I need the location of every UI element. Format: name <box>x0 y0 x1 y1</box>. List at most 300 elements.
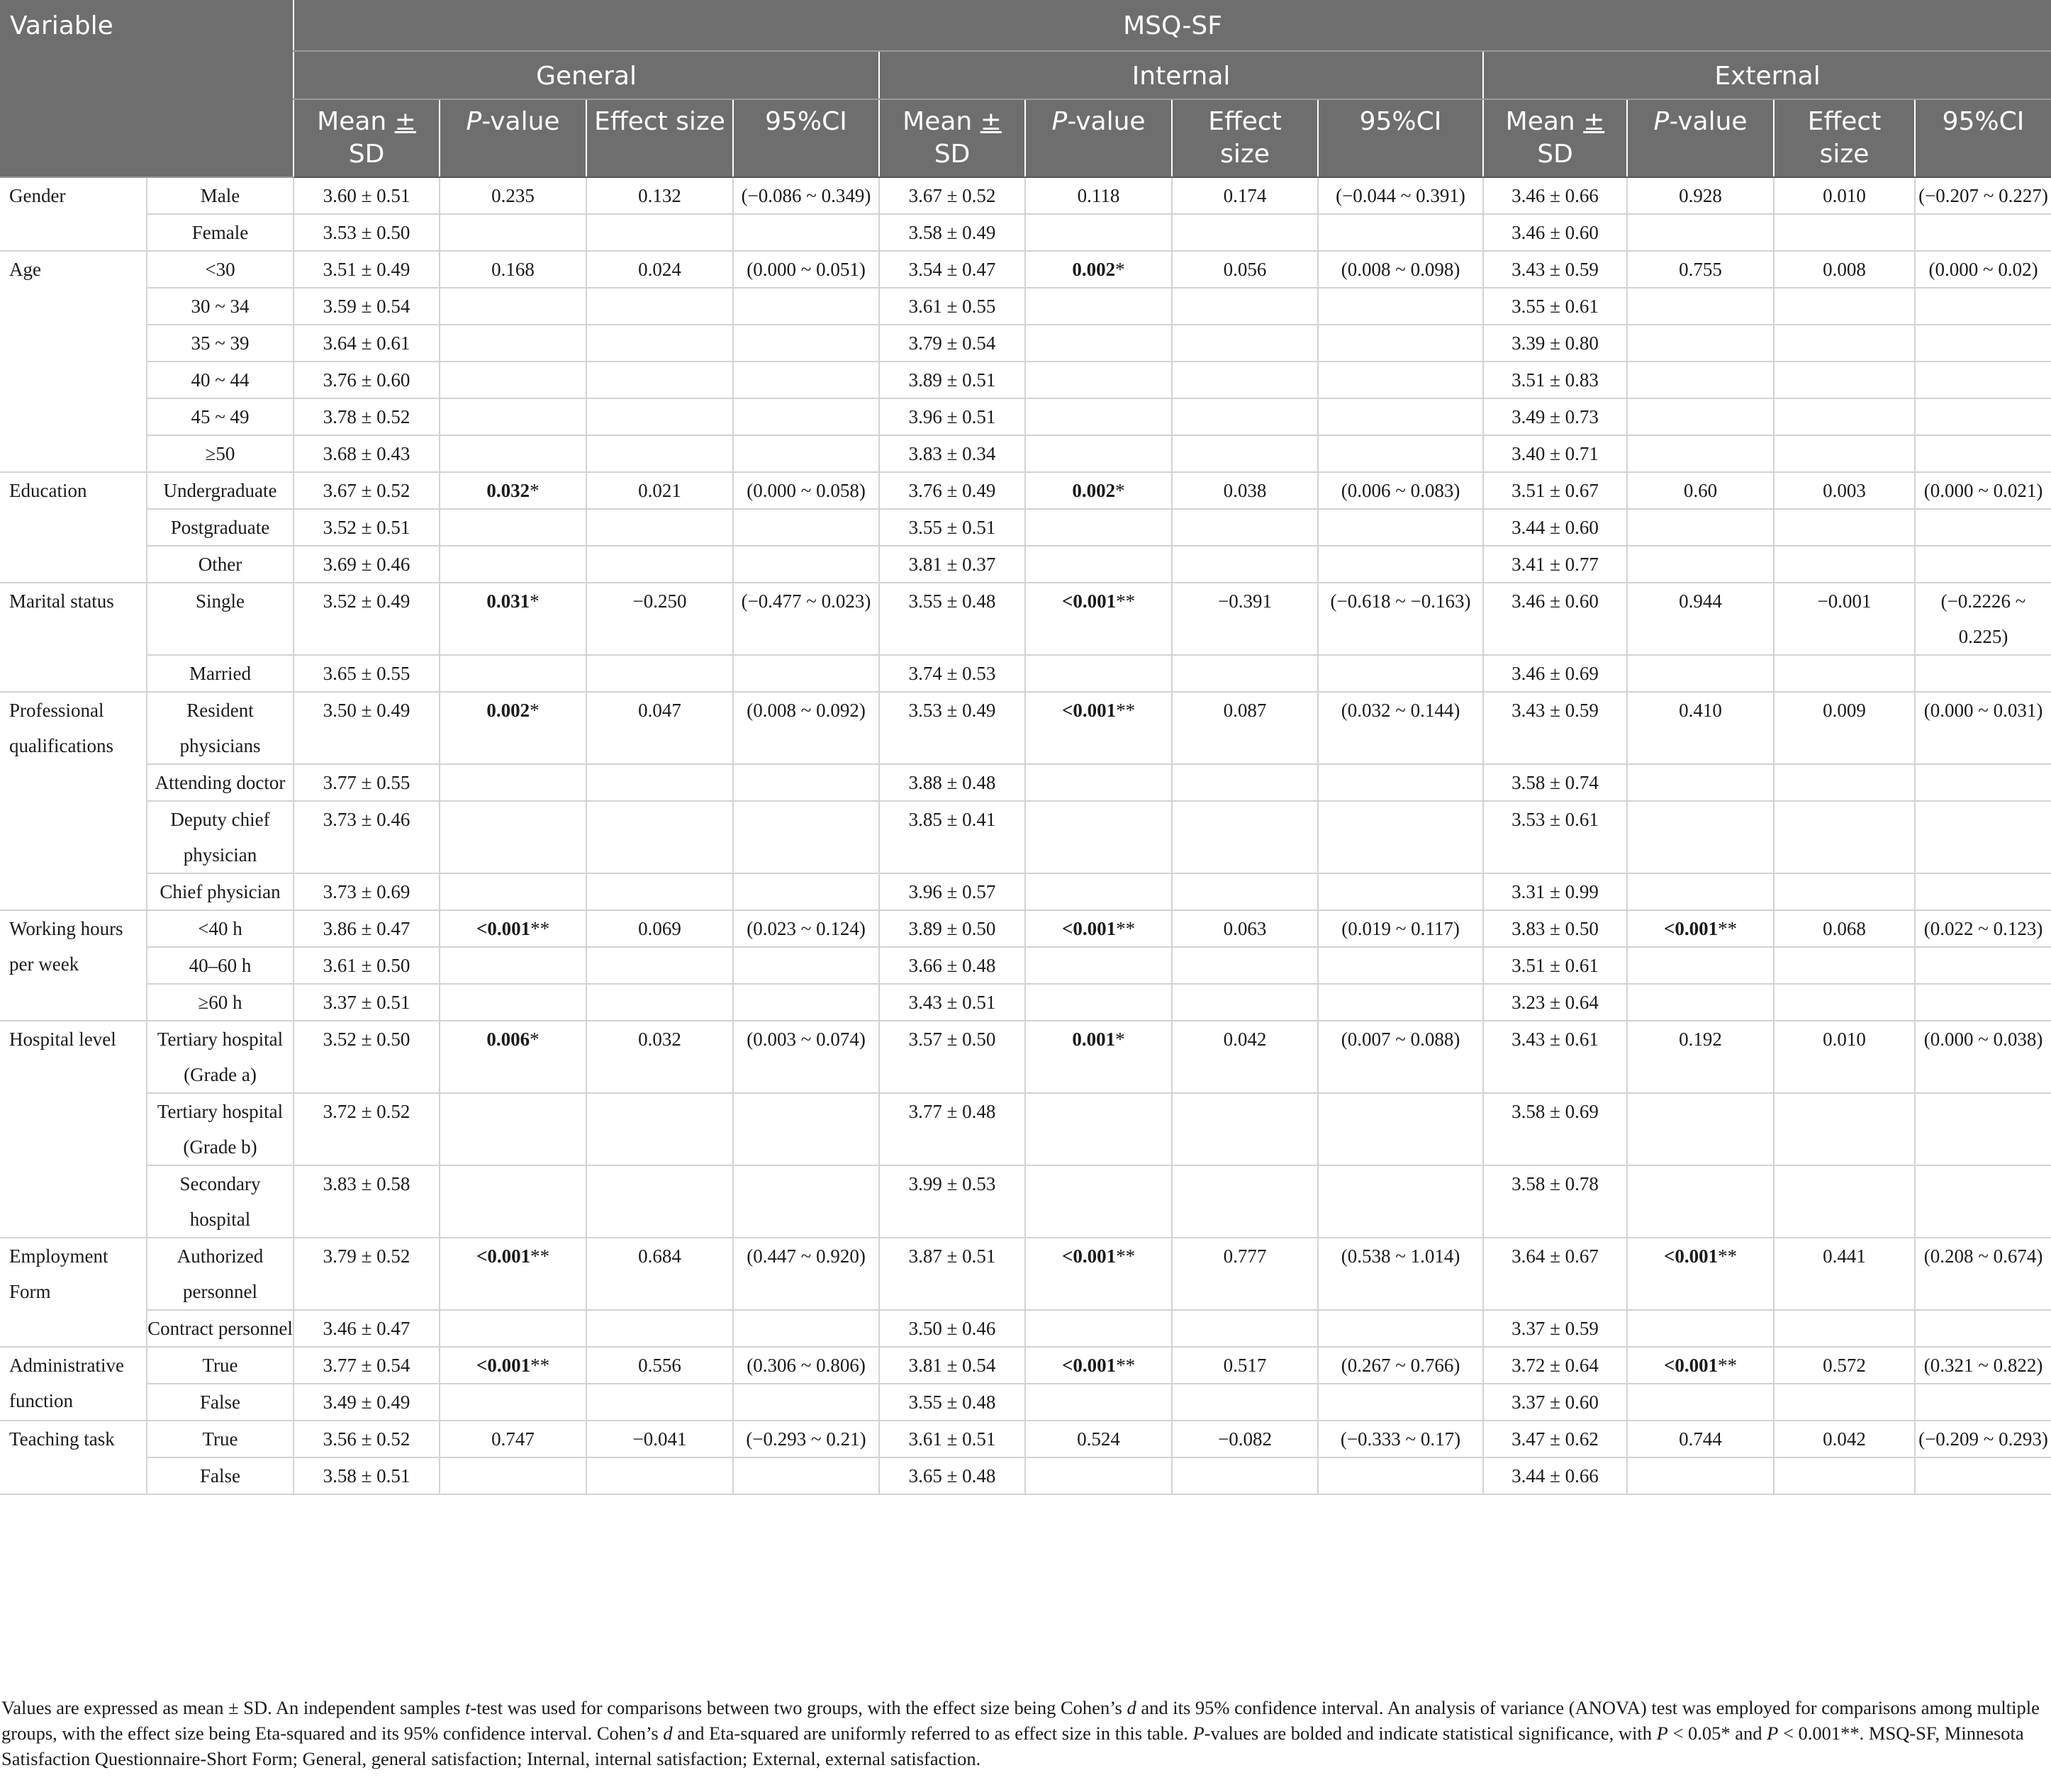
e-p-value-cell <box>1627 546 1774 583</box>
e-ci-cell: (−0.209 ~ 0.293) <box>1915 1421 2051 1457</box>
table-row <box>0 214 2051 251</box>
g-effect-size-cell <box>586 325 733 362</box>
subheader-internal-2: Effect size <box>1172 99 1318 177</box>
subheader-external-1: P-value <box>1627 99 1774 177</box>
g-effect-size-cell: 0.047 <box>586 692 733 764</box>
g-effect-size-cell <box>586 1093 733 1165</box>
g-mean-sd-cell: 3.83 ± 0.58 <box>294 1165 440 1238</box>
i-mean-sd-cell: 3.53 ± 0.49 <box>879 692 1025 764</box>
e-effect-size-cell <box>1774 214 1915 251</box>
table-row <box>0 910 2051 947</box>
e-ci-cell: (0.000 ~ 0.031) <box>1915 692 2051 764</box>
i-p-value-cell <box>1025 1021 1172 1093</box>
table-row <box>0 1457 2051 1494</box>
i-effect-size-cell <box>1172 362 1318 398</box>
i-effect-size-cell: 0.042 <box>1172 1021 1318 1093</box>
g-ci-cell: (−0.293 ~ 0.21) <box>733 1421 879 1457</box>
g-effect-size-cell: 0.032 <box>586 1021 733 1093</box>
e-ci-cell <box>1915 764 2051 801</box>
level-cell: <40 h <box>147 910 294 947</box>
g-effect-size-cell <box>586 435 733 472</box>
i-ci-cell <box>1318 1310 1483 1347</box>
table-row <box>0 1310 2051 1347</box>
e-effect-size-cell: −0.001 <box>1774 583 1915 655</box>
i-effect-size-cell: 0.087 <box>1172 692 1318 764</box>
subheader-external-2: Effect size <box>1774 99 1915 177</box>
i-p-value-cell <box>1025 288 1172 325</box>
i-effect-size-cell <box>1172 435 1318 472</box>
footnote-t: t <box>465 1697 471 1718</box>
significance-marker: ** <box>530 1245 550 1267</box>
table-row <box>0 509 2051 546</box>
e-p-value-cell <box>1627 1093 1774 1165</box>
e-mean-sd-cell: 3.46 ± 0.69 <box>1483 655 1627 692</box>
e-mean-sd-cell: 3.58 ± 0.78 <box>1483 1165 1627 1238</box>
g-effect-size-cell <box>586 1165 733 1238</box>
table-row <box>0 801 2051 873</box>
g-ci-cell: (−0.086 ~ 0.349) <box>733 177 879 214</box>
header-general: General <box>294 51 879 99</box>
table-row <box>0 947 2051 984</box>
i-p-value-cell <box>1025 1165 1172 1238</box>
g-p-value-cell <box>440 1093 586 1165</box>
g-mean-sd-cell: 3.79 ± 0.52 <box>294 1238 440 1310</box>
g-p-value-cell: 0.235 <box>440 177 586 214</box>
significance-marker: * <box>1115 480 1125 501</box>
e-p-value-cell: 0.410 <box>1627 692 1774 764</box>
significance-marker: * <box>530 590 540 612</box>
i-p-value-cell <box>1025 947 1172 984</box>
e-mean-sd-cell: 3.37 ± 0.59 <box>1483 1310 1627 1347</box>
e-p-value-cell <box>1627 1310 1774 1347</box>
e-ci-cell <box>1915 1457 2051 1494</box>
g-effect-size-cell <box>586 801 733 873</box>
i-ci-cell: (0.538 ~ 1.014) <box>1318 1238 1483 1310</box>
e-mean-sd-cell: 3.58 ± 0.74 <box>1483 764 1627 801</box>
header-variable: Variable <box>0 0 294 177</box>
g-ci-cell <box>733 546 879 583</box>
i-p-value-cell <box>1025 1457 1172 1494</box>
g-mean-sd-cell: 3.37 ± 0.51 <box>294 984 440 1021</box>
footnote-p1: P <box>1656 1723 1668 1744</box>
g-ci-cell: (0.447 ~ 0.920) <box>733 1238 879 1310</box>
e-mean-sd-cell: 3.46 ± 0.66 <box>1483 177 1627 214</box>
e-mean-sd-cell: 3.43 ± 0.59 <box>1483 251 1627 288</box>
i-ci-cell: (0.019 ~ 0.117) <box>1318 910 1483 947</box>
table-row <box>0 764 2051 801</box>
i-ci-cell <box>1318 873 1483 910</box>
g-effect-size-cell <box>586 546 733 583</box>
variable-cell: Administrative function <box>0 1347 147 1421</box>
e-effect-size-cell <box>1774 1093 1915 1165</box>
variable-cell: Education <box>0 472 147 583</box>
e-mean-sd-cell: 3.51 ± 0.83 <box>1483 362 1627 398</box>
i-mean-sd-cell: 3.50 ± 0.46 <box>879 1310 1025 1347</box>
g-ci-cell: (0.000 ~ 0.058) <box>733 472 879 509</box>
g-mean-sd-cell: 3.73 ± 0.69 <box>294 873 440 910</box>
e-p-value-cell: 0.192 <box>1627 1021 1774 1093</box>
significance-marker: * <box>1115 1029 1125 1050</box>
significant-p-value: 0.006 <box>486 1029 530 1050</box>
i-effect-size-cell: 0.038 <box>1172 472 1318 509</box>
g-ci-cell <box>733 1457 879 1494</box>
subheader-internal-1: P-value <box>1025 99 1172 177</box>
i-p-value-cell <box>1025 692 1172 764</box>
i-effect-size-cell: −0.082 <box>1172 1421 1318 1457</box>
significance-marker: ** <box>1116 590 1136 612</box>
g-ci-cell <box>733 1310 879 1347</box>
subheader-general-3: 95%CI <box>733 99 879 177</box>
table-row <box>0 1093 2051 1165</box>
i-p-value-cell <box>1025 435 1172 472</box>
significant-p-value: <0.001 <box>476 1355 531 1376</box>
g-p-value-cell <box>440 1347 586 1384</box>
i-effect-size-cell: 0.063 <box>1172 910 1318 947</box>
i-p-value-cell <box>1025 472 1172 509</box>
significance-marker: ** <box>1116 700 1136 721</box>
g-p-value-cell <box>440 1165 586 1238</box>
i-ci-cell <box>1318 325 1483 362</box>
i-p-value-cell <box>1025 764 1172 801</box>
g-mean-sd-cell: 3.49 ± 0.49 <box>294 1384 440 1421</box>
footnote-text-7: < 0.001**. MSQ-SF, Minnesota Satisfaction Questionnaire-Short Form; General, general satisfaction; Internal, internal satisfaction; External, external satisfaction. <box>1 1723 2024 1769</box>
g-ci-cell <box>733 984 879 1021</box>
g-mean-sd-cell: 3.52 ± 0.50 <box>294 1021 440 1093</box>
i-mean-sd-cell: 3.89 ± 0.50 <box>879 910 1025 947</box>
i-mean-sd-cell: 3.81 ± 0.37 <box>879 546 1025 583</box>
i-ci-cell <box>1318 288 1483 325</box>
g-ci-cell <box>733 325 879 362</box>
i-p-value-cell <box>1025 251 1172 288</box>
table-row <box>0 692 2051 764</box>
table-row <box>0 1384 2051 1421</box>
e-effect-size-cell: 0.008 <box>1774 251 1915 288</box>
i-mean-sd-cell: 3.85 ± 0.41 <box>879 801 1025 873</box>
e-mean-sd-cell: 3.37 ± 0.60 <box>1483 1384 1627 1421</box>
e-ci-cell: (0.208 ~ 0.674) <box>1915 1238 2051 1310</box>
e-p-value-cell <box>1627 801 1774 873</box>
g-ci-cell: (0.008 ~ 0.092) <box>733 692 879 764</box>
level-cell: Single <box>147 583 294 655</box>
e-p-value-cell <box>1627 325 1774 362</box>
e-effect-size-cell <box>1774 325 1915 362</box>
i-p-value-cell: 0.524 <box>1025 1421 1172 1457</box>
level-cell: Married <box>147 655 294 692</box>
i-ci-cell <box>1318 1093 1483 1165</box>
i-mean-sd-cell: 3.76 ± 0.49 <box>879 472 1025 509</box>
significance-marker: * <box>530 480 540 501</box>
i-effect-size-cell: 0.056 <box>1172 251 1318 288</box>
significance-marker: * <box>530 1029 540 1050</box>
i-ci-cell <box>1318 1165 1483 1238</box>
i-p-value-cell <box>1025 1384 1172 1421</box>
i-effect-size-cell <box>1172 984 1318 1021</box>
i-mean-sd-cell: 3.96 ± 0.51 <box>879 398 1025 435</box>
table-footnote <box>0 1695 2043 1771</box>
g-effect-size-cell <box>586 509 733 546</box>
e-ci-cell <box>1915 1310 2051 1347</box>
table-row <box>0 655 2051 692</box>
g-mean-sd-cell: 3.77 ± 0.54 <box>294 1347 440 1384</box>
g-effect-size-cell <box>586 1457 733 1494</box>
i-ci-cell <box>1318 398 1483 435</box>
g-mean-sd-cell: 3.50 ± 0.49 <box>294 692 440 764</box>
table-body <box>0 177 2051 1494</box>
i-effect-size-cell <box>1172 325 1318 362</box>
level-cell: Tertiary hospital (Grade a) <box>147 1021 294 1093</box>
g-effect-size-cell <box>586 398 733 435</box>
level-cell: Authorized personnel <box>147 1238 294 1310</box>
e-mean-sd-cell: 3.43 ± 0.61 <box>1483 1021 1627 1093</box>
i-mean-sd-cell: 3.58 ± 0.49 <box>879 214 1025 251</box>
subheader-internal-0: Mean ± SD <box>879 99 1025 177</box>
g-mean-sd-cell: 3.72 ± 0.52 <box>294 1093 440 1165</box>
g-mean-sd-cell: 3.64 ± 0.61 <box>294 325 440 362</box>
significant-p-value: 0.032 <box>486 480 530 501</box>
g-ci-cell <box>733 873 879 910</box>
e-ci-cell <box>1915 362 2051 398</box>
i-ci-cell <box>1318 435 1483 472</box>
table-row <box>0 1165 2051 1238</box>
significant-p-value: <0.001 <box>1061 1355 1117 1376</box>
footnote-d1: d <box>1127 1697 1136 1718</box>
table-row <box>0 251 2051 288</box>
g-mean-sd-cell: 3.68 ± 0.43 <box>294 435 440 472</box>
header-external: External <box>1483 51 2051 99</box>
g-ci-cell <box>733 1384 879 1421</box>
g-p-value-cell <box>440 910 586 947</box>
subheader-external-0: Mean ± SD <box>1483 99 1627 177</box>
i-mean-sd-cell: 3.77 ± 0.48 <box>879 1093 1025 1165</box>
g-p-value-cell <box>440 435 586 472</box>
e-mean-sd-cell: 3.51 ± 0.67 <box>1483 472 1627 509</box>
g-effect-size-cell: 0.556 <box>586 1347 733 1384</box>
e-mean-sd-cell: 3.40 ± 0.71 <box>1483 435 1627 472</box>
variable-cell: Age <box>0 251 147 472</box>
e-ci-cell <box>1915 1093 2051 1165</box>
g-p-value-cell <box>440 1238 586 1310</box>
level-cell: Postgraduate <box>147 509 294 546</box>
e-effect-size-cell <box>1774 1310 1915 1347</box>
g-effect-size-cell <box>586 984 733 1021</box>
e-ci-cell: (0.321 ~ 0.822) <box>1915 1347 2051 1384</box>
i-mean-sd-cell: 3.79 ± 0.54 <box>879 325 1025 362</box>
e-effect-size-cell <box>1774 764 1915 801</box>
g-mean-sd-cell: 3.58 ± 0.51 <box>294 1457 440 1494</box>
e-effect-size-cell: 0.009 <box>1774 692 1915 764</box>
level-cell: Undergraduate <box>147 472 294 509</box>
variable-cell: Hospital level <box>0 1021 147 1238</box>
g-p-value-cell <box>440 1021 586 1093</box>
e-p-value-cell <box>1627 398 1774 435</box>
footnote-text-1: Values are expressed as mean ± SD. An independent samples <box>1 1697 466 1718</box>
g-ci-cell: (0.306 ~ 0.806) <box>733 1347 879 1384</box>
i-mean-sd-cell: 3.87 ± 0.51 <box>879 1238 1025 1310</box>
e-effect-size-cell <box>1774 1457 1915 1494</box>
i-ci-cell <box>1318 655 1483 692</box>
level-cell: Resident physicians <box>147 692 294 764</box>
e-mean-sd-cell: 3.72 ± 0.64 <box>1483 1347 1627 1384</box>
level-cell: Chief physician <box>147 873 294 910</box>
e-mean-sd-cell: 3.64 ± 0.67 <box>1483 1238 1627 1310</box>
e-ci-cell <box>1915 509 2051 546</box>
g-effect-size-cell <box>586 1384 733 1421</box>
i-p-value-cell <box>1025 910 1172 947</box>
e-ci-cell <box>1915 655 2051 692</box>
i-p-value-cell <box>1025 325 1172 362</box>
e-mean-sd-cell: 3.39 ± 0.80 <box>1483 325 1627 362</box>
i-ci-cell <box>1318 509 1483 546</box>
i-effect-size-cell <box>1172 655 1318 692</box>
e-effect-size-cell <box>1774 801 1915 873</box>
g-p-value-cell: 0.747 <box>440 1421 586 1457</box>
g-effect-size-cell <box>586 947 733 984</box>
i-effect-size-cell: 0.777 <box>1172 1238 1318 1310</box>
table-row <box>0 325 2051 362</box>
e-effect-size-cell: 0.068 <box>1774 910 1915 947</box>
e-p-value-cell <box>1627 655 1774 692</box>
e-ci-cell <box>1915 435 2051 472</box>
i-p-value-cell <box>1025 583 1172 655</box>
g-effect-size-cell: 0.024 <box>586 251 733 288</box>
e-mean-sd-cell: 3.43 ± 0.59 <box>1483 692 1627 764</box>
i-mean-sd-cell: 3.88 ± 0.48 <box>879 764 1025 801</box>
i-effect-size-cell <box>1172 398 1318 435</box>
i-p-value-cell <box>1025 1310 1172 1347</box>
e-effect-size-cell <box>1774 362 1915 398</box>
i-p-value-cell <box>1025 1093 1172 1165</box>
i-ci-cell <box>1318 1457 1483 1494</box>
e-mean-sd-cell: 3.47 ± 0.62 <box>1483 1421 1627 1457</box>
significance-marker: ** <box>1718 1245 1738 1267</box>
g-mean-sd-cell: 3.52 ± 0.51 <box>294 509 440 546</box>
e-effect-size-cell: 0.042 <box>1774 1421 1915 1457</box>
i-ci-cell <box>1318 801 1483 873</box>
i-mean-sd-cell: 3.55 ± 0.51 <box>879 509 1025 546</box>
i-effect-size-cell <box>1172 947 1318 984</box>
e-ci-cell: (−0.207 ~ 0.227) <box>1915 177 2051 214</box>
subheader-general-2: Effect size <box>586 99 733 177</box>
level-cell: True <box>147 1347 294 1384</box>
significance-marker: * <box>530 700 540 721</box>
e-mean-sd-cell: 3.51 ± 0.61 <box>1483 947 1627 984</box>
g-mean-sd-cell: 3.86 ± 0.47 <box>294 910 440 947</box>
i-ci-cell: (0.007 ~ 0.088) <box>1318 1021 1483 1093</box>
e-p-value-cell: 0.744 <box>1627 1421 1774 1457</box>
e-p-value-cell <box>1627 1347 1774 1384</box>
e-effect-size-cell <box>1774 655 1915 692</box>
e-mean-sd-cell: 3.55 ± 0.61 <box>1483 288 1627 325</box>
g-p-value-cell: 0.168 <box>440 251 586 288</box>
i-ci-cell: (0.006 ~ 0.083) <box>1318 472 1483 509</box>
table-row <box>0 398 2051 435</box>
footnote-text-6: < 0.05* and <box>1667 1723 1767 1744</box>
e-mean-sd-cell: 3.31 ± 0.99 <box>1483 873 1627 910</box>
e-ci-cell: (0.000 ~ 0.038) <box>1915 1021 2051 1093</box>
g-p-value-cell <box>440 362 586 398</box>
variable-cell: Teaching task <box>0 1421 147 1494</box>
g-effect-size-cell <box>586 764 733 801</box>
g-ci-cell <box>733 435 879 472</box>
g-effect-size-cell <box>586 655 733 692</box>
e-p-value-cell <box>1627 362 1774 398</box>
g-p-value-cell <box>440 509 586 546</box>
e-ci-cell <box>1915 398 2051 435</box>
i-p-value-cell <box>1025 1238 1172 1310</box>
g-mean-sd-cell: 3.56 ± 0.52 <box>294 1421 440 1457</box>
g-effect-size-cell: −0.041 <box>586 1421 733 1457</box>
table-row <box>0 472 2051 509</box>
e-p-value-cell: 0.755 <box>1627 251 1774 288</box>
i-p-value-cell <box>1025 655 1172 692</box>
e-p-value-cell <box>1627 910 1774 947</box>
table-row <box>0 177 2051 214</box>
i-p-value-cell <box>1025 362 1172 398</box>
e-effect-size-cell <box>1774 435 1915 472</box>
g-ci-cell <box>733 1093 879 1165</box>
table-row <box>0 873 2051 910</box>
level-cell: Secondary hospital <box>147 1165 294 1238</box>
e-effect-size-cell: 0.010 <box>1774 1021 1915 1093</box>
g-mean-sd-cell: 3.46 ± 0.47 <box>294 1310 440 1347</box>
g-effect-size-cell <box>586 1310 733 1347</box>
e-ci-cell <box>1915 1165 2051 1238</box>
variable-cell: Working hours per week <box>0 910 147 1021</box>
e-p-value-cell <box>1627 509 1774 546</box>
g-effect-size-cell: 0.132 <box>586 177 733 214</box>
e-p-value-cell <box>1627 1384 1774 1421</box>
g-p-value-cell <box>440 947 586 984</box>
significant-p-value: 0.031 <box>486 590 530 612</box>
g-p-value-cell <box>440 288 586 325</box>
g-mean-sd-cell: 3.69 ± 0.46 <box>294 546 440 583</box>
table-row <box>0 362 2051 398</box>
e-mean-sd-cell: 3.58 ± 0.69 <box>1483 1093 1627 1165</box>
g-ci-cell <box>733 947 879 984</box>
significant-p-value: 0.001 <box>1072 1029 1116 1050</box>
e-p-value-cell <box>1627 1457 1774 1494</box>
e-effect-size-cell <box>1774 546 1915 583</box>
table-row <box>0 583 2051 655</box>
g-mean-sd-cell: 3.52 ± 0.49 <box>294 583 440 655</box>
g-p-value-cell <box>440 472 586 509</box>
significance-marker: ** <box>1718 1355 1738 1376</box>
g-p-value-cell <box>440 583 586 655</box>
i-p-value-cell <box>1025 214 1172 251</box>
significant-p-value: 0.002 <box>486 700 530 721</box>
significant-p-value: <0.001 <box>1663 1245 1719 1267</box>
e-ci-cell: (0.000 ~ 0.021) <box>1915 472 2051 509</box>
i-ci-cell <box>1318 947 1483 984</box>
g-effect-size-cell <box>586 288 733 325</box>
level-cell: 45 ~ 49 <box>147 398 294 435</box>
i-effect-size-cell <box>1172 1165 1318 1238</box>
g-mean-sd-cell: 3.67 ± 0.52 <box>294 472 440 509</box>
i-mean-sd-cell: 3.61 ± 0.51 <box>879 1421 1025 1457</box>
e-ci-cell <box>1915 984 2051 1021</box>
footnote-text-2: -test was used for comparisons between two groups, with the effect size being Cohen’s <box>470 1697 1127 1718</box>
g-ci-cell: (−0.477 ~ 0.023) <box>733 583 879 655</box>
i-mean-sd-cell: 3.66 ± 0.48 <box>879 947 1025 984</box>
g-ci-cell <box>733 509 879 546</box>
e-effect-size-cell <box>1774 1384 1915 1421</box>
i-mean-sd-cell: 3.74 ± 0.53 <box>879 655 1025 692</box>
g-effect-size-cell: 0.069 <box>586 910 733 947</box>
table-row <box>0 1238 2051 1310</box>
i-effect-size-cell: −0.391 <box>1172 583 1318 655</box>
e-ci-cell <box>1915 1384 2051 1421</box>
g-p-value-cell <box>440 325 586 362</box>
